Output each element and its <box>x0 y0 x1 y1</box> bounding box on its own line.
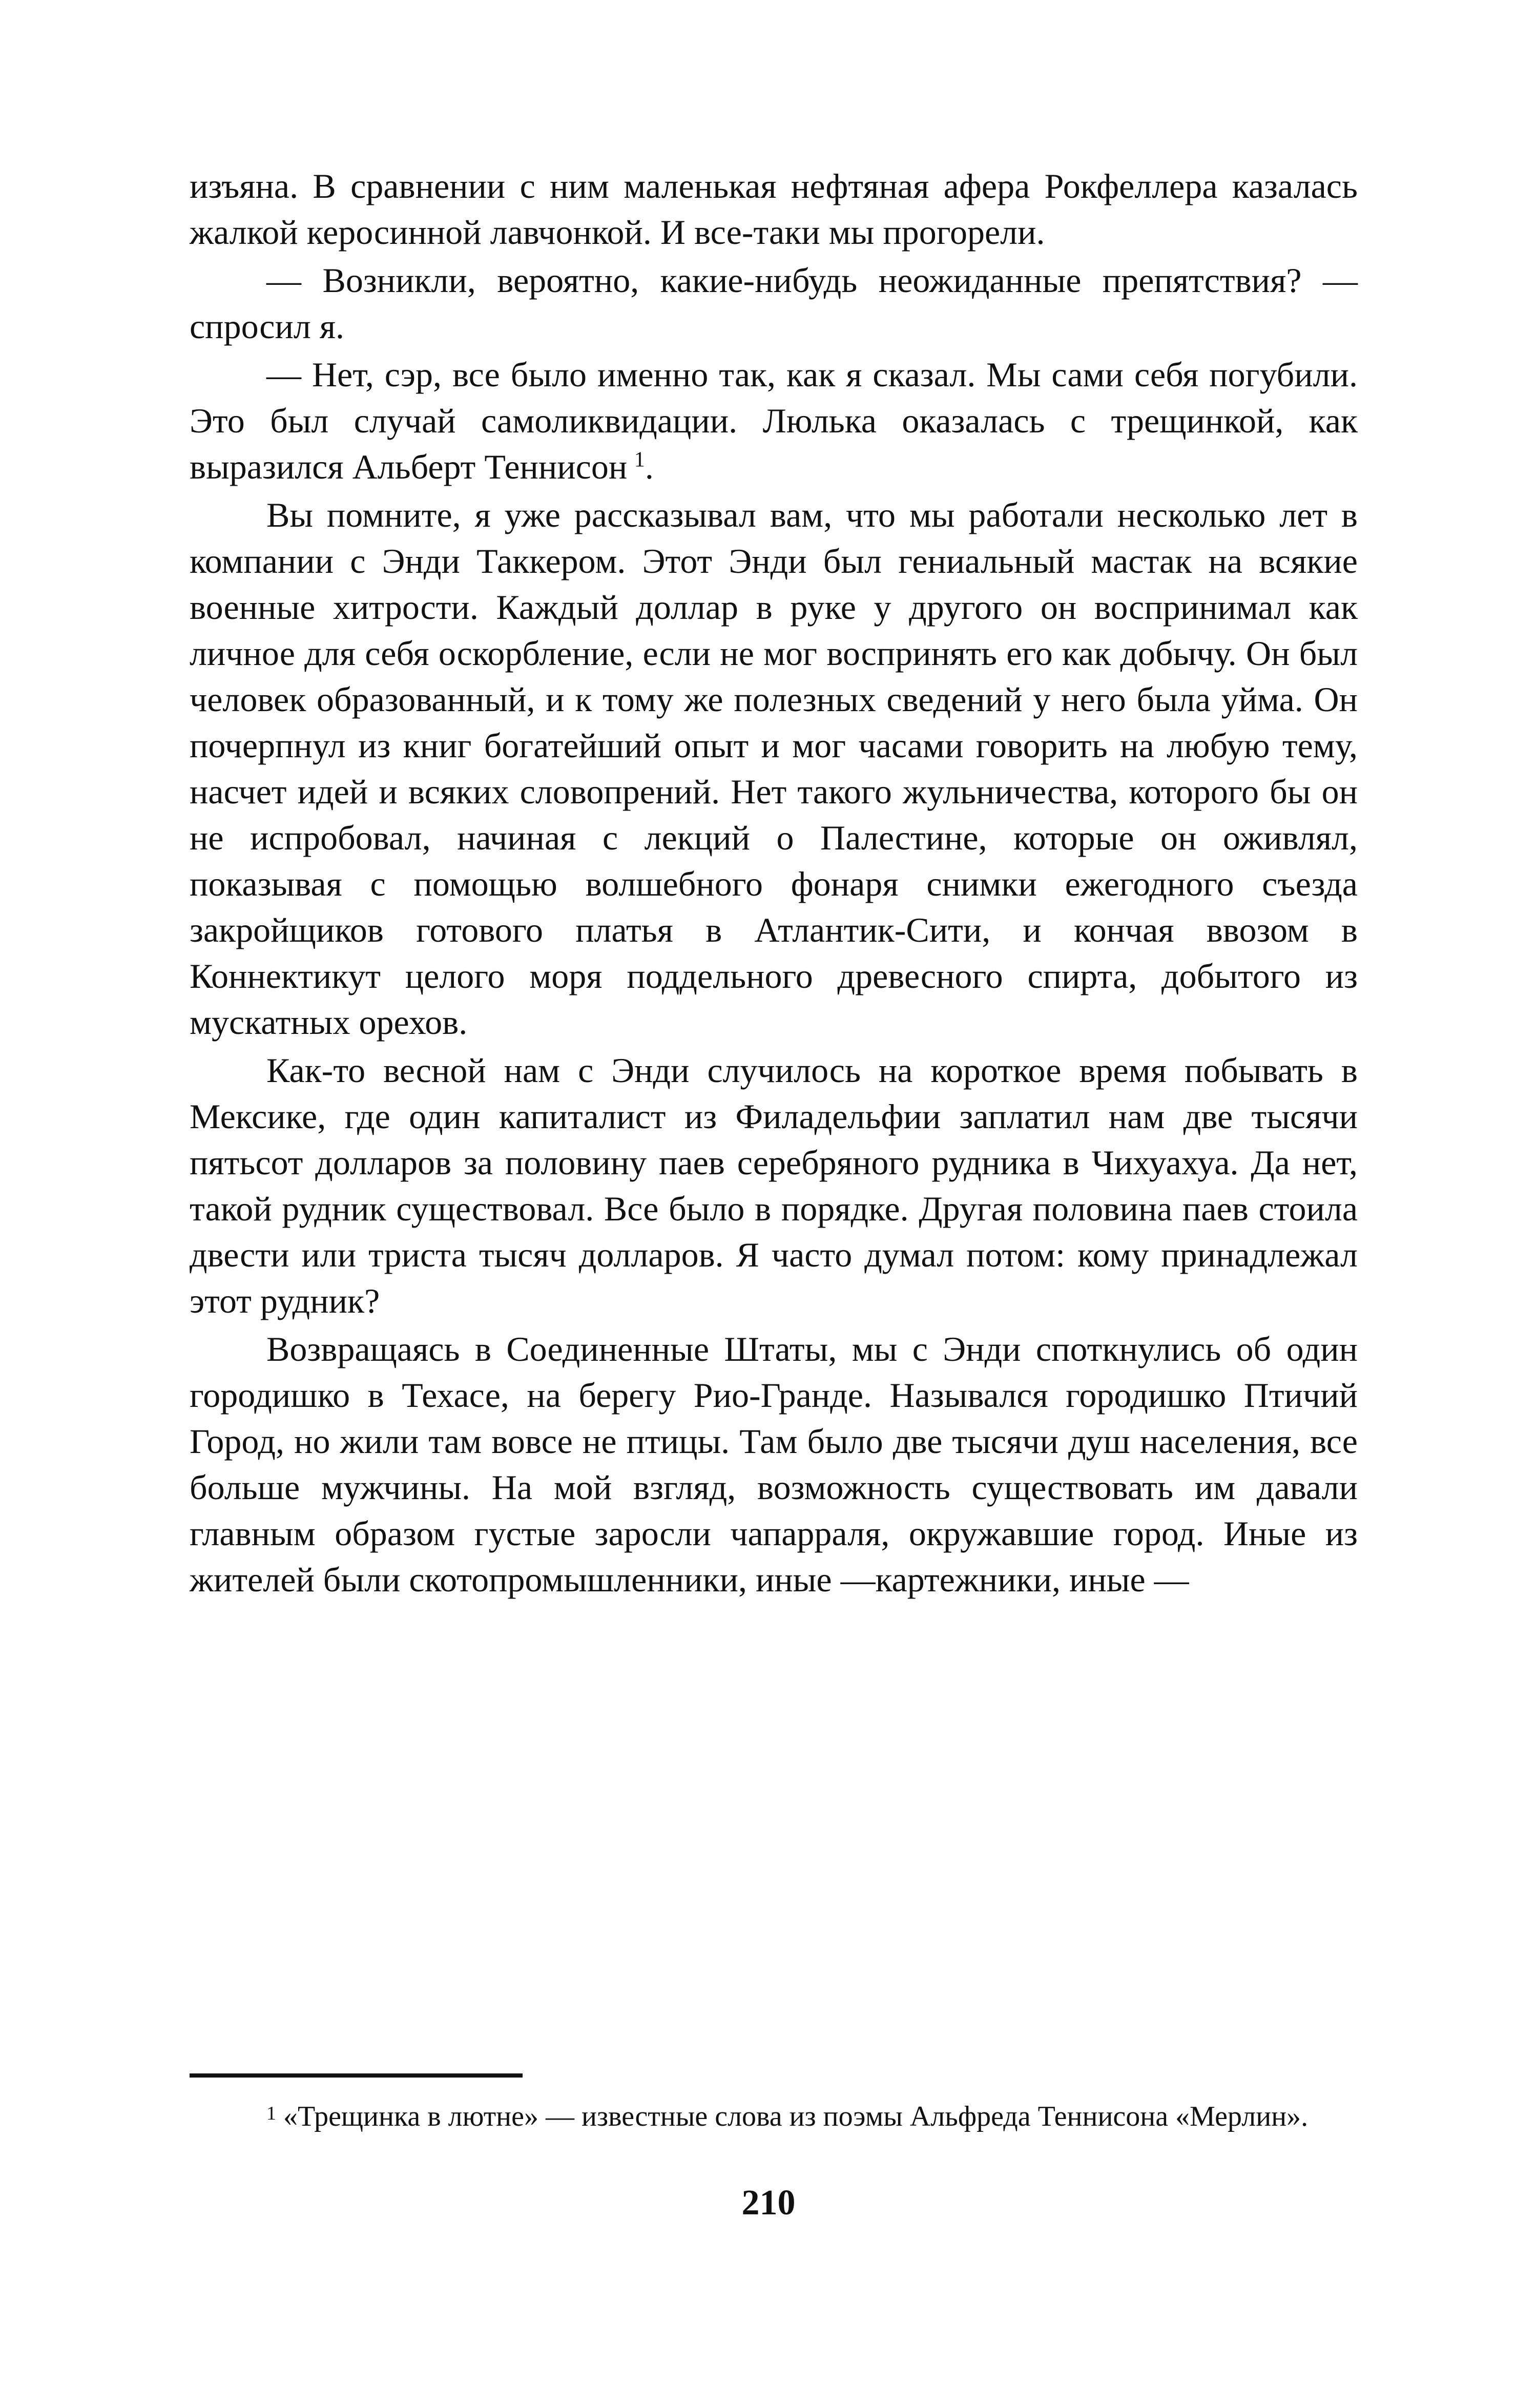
footnote-text: «Трещинка в лютне» — известные слова из поэмы Альфреда Теннисона «Мерлин». <box>283 2101 1308 2132</box>
dialogue-answer <box>190 351 1358 490</box>
paragraph-andy-tucker: Вы помните, я уже рассказывал вам, что мы работали несколько лет в компании с Энди Таккером. Этот Энди был гениальный мастак на всякие военные хитрости. Каждый доллар в руке у другого он воспринимал как личное для себя оскорбление, если не мог воспринять его как добычу. Он был человек образованный, и к тому же полезных сведений у него была уйма. Он почерпнул из книг богатейший опыт и мог часами говорить на любую тему, насчет идей и всяких словопрений. Нет такого жульничества, которого бы он не испробовал, начиная с лекций о Палестине, которые он оживлял, показывая с помощью волшебного фонаря снимки ежегодного съезда закройщиков готового платья в Атлантик-Сити, и кончая ввозом в Коннектикут целого моря поддельного древесного спирта, добытого из мускатных орехов. <box>190 495 1358 1042</box>
dialogue-question: — Возникли, вероятно, какие-нибудь неожиданные препятствия? — спросил я. <box>190 261 1358 346</box>
footnote-divider <box>190 2073 523 2078</box>
footnote-reference: 1 <box>634 448 645 472</box>
page-number: 210 <box>741 2183 796 2223</box>
paragraph-mexico: Как-то весной нам с Энди случилось на короткое время побывать в Мексике, где один капиталист из Филадельфии заплатил нам две тысячи пятьсот долларов за половину паев серебряного рудника в Чихуахуа. Да нет, такой рудник существовал. Все было в порядке. Другая половина паев стоила двести или триста тысяч долларов. Я часто думал потом: кому принадлежал этот рудник? <box>190 1051 1358 1320</box>
footnote <box>190 2098 1358 2135</box>
dialogue-answer-suffix: . <box>645 447 654 486</box>
dialogue-answer-text: — Нет, сэр, все было именно так, как я сказал. Мы сами себя погубили. Это был случай самоликвидации. Люлька оказалась с трещинкой, как выразился Альберт Теннисон <box>190 355 1358 486</box>
paragraph-continuation: изъяна. В сравнении с ним маленькая нефтяная афера Рокфеллера казалась жалкой керосинной лавчонкой. И все-таки мы прогорели. <box>190 167 1358 252</box>
paragraph-texas-town: Возвращаясь в Соединенные Штаты, мы с Энди споткнулись об один городишко в Техасе, на берегу Рио-Гранде. Назывался городишко Птичий Город, но жили там вовсе не птицы. Там было две тысячи душ населения, все больше мужчины. На мой взгляд, возможность существовать им давали главным образом густые заросли чапарраля, окружавшие город. Иные из жителей были скотопромышленники, иные —картежники, иные — <box>190 1330 1358 1599</box>
footnote-mark: 1 <box>266 2103 276 2124</box>
page-body <box>190 163 1358 1603</box>
